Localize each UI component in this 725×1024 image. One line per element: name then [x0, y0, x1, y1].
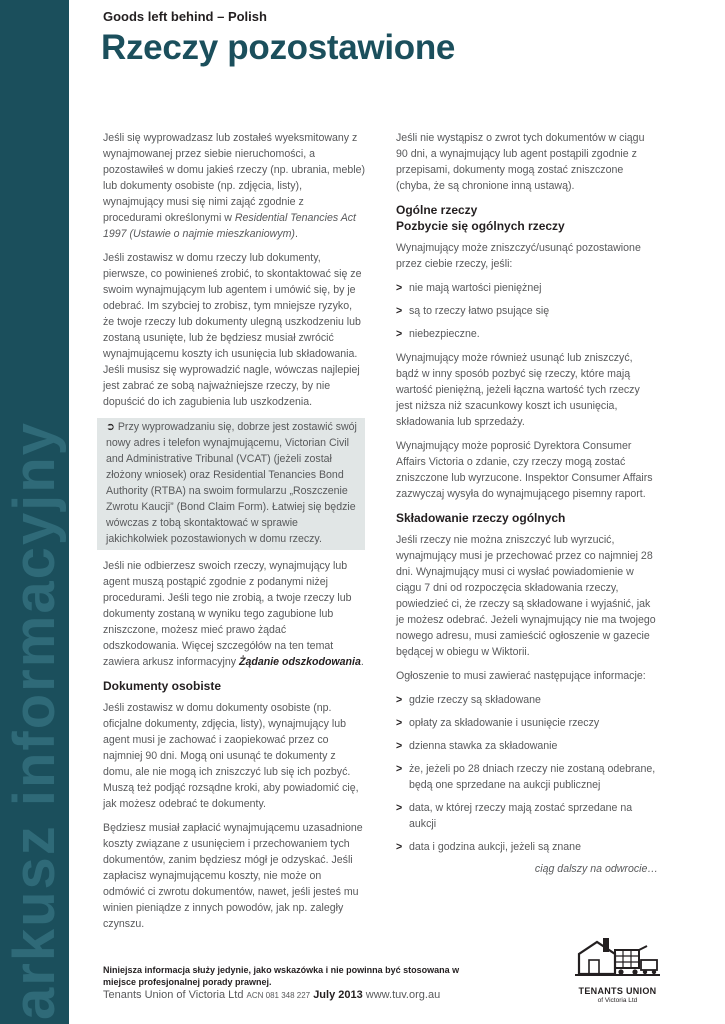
dispose-conditions-list: [396, 280, 658, 342]
page-title: Rzeczy pozostawione: [101, 28, 456, 67]
list-item: > że, jeżeli po 28 dniach rzeczy nie zostaną odebrane, będą one sprzedane na aukcji publicznej: [396, 761, 658, 793]
org-name: Tenants Union of Victoria Ltd: [103, 989, 244, 1001]
list-item: > są to rzeczy łatwo psujące się: [396, 303, 658, 319]
director-paragraph: Wynajmujący może poprosić Dyrektora Consumer Affairs Victoria o zdanie, czy rzeczy mogą zostać zniszczone lub wyrzucone. Inspektor Consumer Affairs zazwyczaj wysyła do wynajmującego pisemny raport.: [396, 440, 653, 500]
disclaimer: Niniejsza informacja służy jedynie, jako wskazówka i nie powinna być stosowana w miejsce profesjonalnej porady prawnej.: [103, 965, 460, 987]
website-link[interactable]: www.tuv.org.au: [365, 989, 441, 1001]
sidebar-label: arkusz informacyjny: [2, 421, 67, 1020]
house-cart-icon: [575, 934, 660, 980]
notice-paragraph: Ogłoszenie to musi zawierać następujące informacje:: [396, 670, 646, 682]
list-item: > data, w której rzeczy mają zostać sprzedane na aukcji: [396, 800, 658, 832]
tip-box: [97, 418, 365, 550]
list-item: > dzienna stawka za składowanie: [396, 738, 658, 754]
storage-paragraph: Jeśli rzeczy nie można zniszczyć lub wyrzucić, wynajmujący musi je przechować przez co najmniej 28 dni. Wynajmujący musi ci wysłać powiadomienie w ciągu 7 dni od rozpoczęcia składowania rzeczy, powiedzieć ci, że rzeczy są składowane i wyjaśnić, jak je możesz odebrać. Jeżeli wynajmujący nie ma twojego nowego adresu, musi zamieścić ogłoszenie w gazecie będącej w obiegu w Wiktorii.: [396, 534, 656, 658]
documents-paragraph: Jeśli zostawisz w domu dokumenty osobiste (np. oficjalne dokumenty, zdjęcia, listy), wynajmujący lub agent musi je zachować i zaopiekować przez co najmniej 90 dni. Mogą oni usunąć te dokumenty z domu, ale nie mogą ich zniszczyć lub się ich pozbyć. Muszą też podjąć rozsądne kroki, aby powiadomić cię, jak możesz odebrać te dokumenty.: [103, 702, 359, 810]
list-item: > nie mają wartości pieniężnej: [396, 280, 658, 296]
page-subtitle: Goods left behind – Polish: [103, 9, 267, 24]
list-item: > opłaty za składowanie i usunięcie rzeczy: [396, 715, 658, 731]
publish-date: July 2013: [313, 989, 363, 1001]
deadline-paragraph: Jeśli nie wystąpisz o zwrot tych dokumentów w ciągu 90 dni, a wynajmujący lub agent postąpili zgodnie z przepisami, dokumenty mogą zostać zniszczone (chyba, że są chronione inną ustawą).: [396, 132, 645, 192]
left-column: [103, 130, 365, 940]
logo-name: TENANTS UNION: [578, 986, 657, 996]
footer: [103, 989, 440, 1001]
dispose-paragraph: Wynajmujący może zniszczyć/usunąć pozostawione przez ciebie rzeczy, jeśli:: [396, 242, 641, 270]
list-item: > data i godzina aukcji, jeżeli są znane: [396, 839, 658, 855]
costs-paragraph: Będziesz musiał zapłacić wynajmującemu uzasadnione koszty związane z usunięciem i przechowaniem tych dokumentów, zanim będziesz mógł je odzyskać. Jeśli zapłacisz wynajmującemu koszty, nie może on odmówić ci zwrotu dokumentów, nawet, jeśli jesteś mu winien pieniądze z innych powodów, jak np. zaległy czynszu.: [103, 822, 363, 930]
heading-storage: Składowanie rzeczy ogólnych: [396, 511, 566, 525]
heading-personal-documents: Dokumenty osobiste: [103, 679, 222, 693]
acn: ACN 081 348 227: [246, 991, 311, 1000]
value-paragraph: Wynajmujący może również usunąć lub zniszczyć, bądź w inny sposób pozbyć się rzeczy, które mają wartość pieniężną, jeżeli łączna wartość tych rzeczy jest niższa niż szacunkowy koszt ich usunięcia, składowania lub sprzedaży.: [396, 352, 640, 428]
procedure-paragraph: Jeśli nie odbierzesz swoich rzeczy, wynajmujący lub agent muszą postąpić zgodnie z podanymi niżej procedurami. Jeśli tego nie zrobią, a twoje rzeczy lub dokumenty zostaną w wyniku tego zagubione lub zniszczone, możesz mieć prawo żądać odszkodowania. Więcej szczegółów na ten temat zawiera arkusz informacyjny Żądanie odszkodowania.: [103, 560, 364, 668]
logo-subtitle: of Victoria Ltd: [597, 997, 638, 1004]
list-item: > gdzie rzeczy są składowane: [396, 692, 658, 708]
heading-general-goods: Ogólne rzeczy Pozbycie się ogólnych rzeczy: [396, 203, 565, 233]
compensation-factsheet-link: Żądanie odszkodowania: [239, 656, 361, 668]
intro-paragraph: Jeśli się wyprowadzasz lub zostałeś wyeksmitowany z wynajmowanej przez siebie nieruchomości, a pozostawiłeś w domu jakieś rzeczy (np. ubrania, meble) lub dokumenty osobiste (np. zdjęcia, listy), wynajmujący musi się nimi zająć zgodnie z procedurami określonymi w Residential Tenancies Act 1997 (Ustawie o najmie mieszkaniowym).: [103, 132, 366, 240]
notice-contents-list: [396, 692, 658, 855]
list-item: > niebezpieczne.: [396, 326, 658, 342]
continued-note: ciąg dalszy na odwrocie…: [534, 863, 658, 875]
arrow-icon: ➲: [106, 421, 115, 433]
act-reference: Residential Tenancies Act 1997 (Ustawie o najmie mieszkaniowym): [103, 212, 357, 240]
right-column: [396, 130, 658, 877]
tip-text: Przy wyprowadzaniu się, dobrze jest zostawić swój nowy adres i telefon wynajmującemu, Victorian Civil and Administrative Tribunal (VCAT) (jeżeli został złożony wniosek) oraz Residential Tenancies Bond Authority (RTBA) na swoim formularzu „Roszczenie Zwrotu Kaucji” (Bond Claim Form). Łatwiej się będzie wówczas z tobą skontaktować w sprawie jakichkolwiek pozostawionych w domu rzeczy.: [106, 421, 357, 545]
sidebar: [0, 0, 69, 1024]
contact-paragraph: Jeśli zostawisz w domu rzeczy lub dokumenty, pierwsze, co powinieneś zrobić, to skontaktować się ze swoim wynajmującym lub agentem i umówić się, by je odebrać. Im szybciej to zrobisz, tym mniejsze ryzyko, że twoje rzeczy lub dokumenty ulegną uszkodzeniu lub zostaną usunięte, lub że będziesz musiał zwrócić wynajmującemu koszty ich usunięcia lub składowania. Jeśli musisz się wyprowadzić nagle, wówczas najlepiej jest zabrać ze sobą najważniejsze rzeczy, by nie dopuścić do ich zagubienia lub uszkodzenia.: [103, 252, 362, 408]
tenants-union-logo: [575, 934, 660, 1006]
